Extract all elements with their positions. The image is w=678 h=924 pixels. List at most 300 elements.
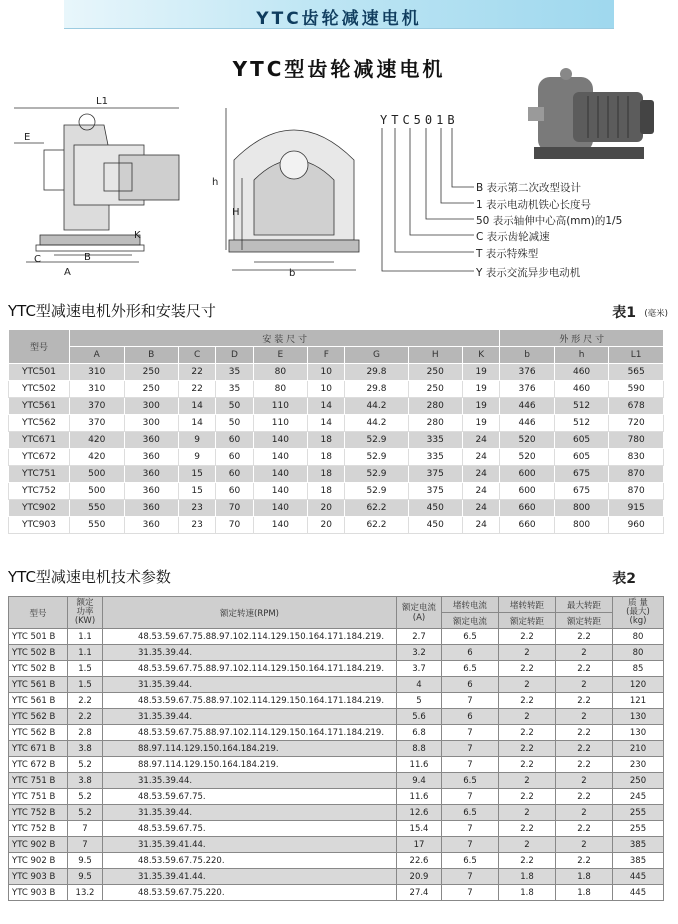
value-cell: 24 (463, 466, 500, 483)
value-cell: 121 (613, 693, 664, 709)
table-row (9, 853, 664, 869)
value-cell: 7 (442, 757, 499, 773)
value-cell: 360 (124, 466, 179, 483)
value-cell: 110 (253, 398, 308, 415)
value-cell: 140 (253, 449, 308, 466)
value-cell: 60 (216, 466, 253, 483)
value-cell: 2.2 (556, 725, 613, 741)
model-cell: YTC 561 B (9, 693, 68, 709)
value-cell: 445 (613, 869, 664, 885)
value-cell: 130 (613, 725, 664, 741)
value-cell: 1.5 (68, 677, 103, 693)
value-cell: 85 (613, 661, 664, 677)
value-cell: 18 (308, 449, 345, 466)
value-cell: 7 (442, 869, 499, 885)
value-cell: 6.5 (442, 853, 499, 869)
speed-cell: 48.53.59.67.75.88.97.102.114.129.150.164.171.184.219. (103, 693, 397, 709)
value-cell: 6 (442, 709, 499, 725)
value-cell: 370 (70, 415, 125, 432)
value-cell: 14 (308, 398, 345, 415)
value-cell: 50 (216, 398, 253, 415)
speed-cell: 31.35.39.44. (103, 773, 397, 789)
value-cell: 14 (308, 415, 345, 432)
model-cell: YTC 672 B (9, 757, 68, 773)
value-cell: 250 (613, 773, 664, 789)
t1-col-header: L1 (609, 347, 664, 364)
value-cell: 2.2 (68, 693, 103, 709)
value-cell: 9.4 (397, 773, 442, 789)
value-cell: 1.1 (68, 629, 103, 645)
value-cell: 250 (124, 364, 179, 381)
specifications-table (8, 596, 664, 901)
value-cell: 7 (68, 821, 103, 837)
value-cell: 2 (556, 677, 613, 693)
model-cell: YTC672 (9, 449, 70, 466)
value-cell: 7 (442, 837, 499, 853)
value-cell: 280 (408, 415, 463, 432)
model-cell: YTC 502 B (9, 645, 68, 661)
value-cell: 35 (216, 381, 253, 398)
value-cell: 4 (397, 677, 442, 693)
value-cell: 2.2 (499, 853, 556, 869)
model-code-legend-y: Y 表示交流异步电动机 (476, 267, 581, 279)
value-cell: 20 (308, 500, 345, 517)
value-cell: 300 (124, 398, 179, 415)
speed-cell: 48.53.59.67.75.88.97.102.114.129.150.164.171.184.219. (103, 629, 397, 645)
value-cell: 29.8 (345, 381, 408, 398)
value-cell: 385 (613, 837, 664, 853)
value-cell: 24 (463, 500, 500, 517)
value-cell: 29.8 (345, 364, 408, 381)
model-cell: YTC562 (9, 415, 70, 432)
speed-cell: 31.35.39.44. (103, 805, 397, 821)
value-cell: 52.9 (345, 466, 408, 483)
value-cell: 60 (216, 483, 253, 500)
speed-cell: 48.53.59.67.75.220. (103, 885, 397, 901)
speed-cell: 48.53.59.67.75.88.97.102.114.129.150.164.171.184.219. (103, 725, 397, 741)
dim-label-h-lower: h (212, 177, 219, 188)
value-cell: 335 (408, 449, 463, 466)
model-cell: YTC671 (9, 432, 70, 449)
value-cell: 10 (308, 381, 345, 398)
t1-col-header: D (216, 347, 253, 364)
value-cell: 660 (500, 500, 555, 517)
value-cell: 780 (609, 432, 664, 449)
value-cell: 280 (408, 398, 463, 415)
speed-cell: 31.35.39.44. (103, 709, 397, 725)
value-cell: 2.8 (68, 725, 103, 741)
value-cell: 870 (609, 483, 664, 500)
value-cell: 6.8 (397, 725, 442, 741)
table-row (9, 661, 664, 677)
speed-cell: 88.97.114.129.150.164.184.219. (103, 741, 397, 757)
value-cell: 605 (554, 432, 609, 449)
t2-header-rated-torque-1: 额定转距 (499, 613, 556, 629)
t2-header-power: 额定 功率 (KW) (68, 597, 103, 629)
value-cell: 3.8 (68, 773, 103, 789)
table-row (9, 483, 664, 500)
value-cell: 550 (70, 500, 125, 517)
header-banner (64, 0, 614, 29)
value-cell: 3.8 (68, 741, 103, 757)
value-cell: 2.2 (556, 853, 613, 869)
value-cell: 600 (500, 466, 555, 483)
model-code-leader-lines (374, 124, 484, 280)
t1-col-header: E (253, 347, 308, 364)
dim-label-a: A (64, 267, 71, 278)
value-cell: 15 (179, 466, 216, 483)
value-cell: 2.2 (499, 629, 556, 645)
value-cell: 2 (499, 709, 556, 725)
model-cell: YTC 902 B (9, 837, 68, 853)
value-cell: 360 (124, 432, 179, 449)
value-cell: 720 (609, 415, 664, 432)
value-cell: 140 (253, 517, 308, 534)
value-cell: 870 (609, 466, 664, 483)
value-cell: 11.6 (397, 789, 442, 805)
value-cell: 2 (499, 677, 556, 693)
value-cell: 22 (179, 381, 216, 398)
value-cell: 550 (70, 517, 125, 534)
value-cell: 7 (442, 741, 499, 757)
table-row (9, 821, 664, 837)
value-cell: 605 (554, 449, 609, 466)
value-cell: 140 (253, 466, 308, 483)
value-cell: 360 (124, 500, 179, 517)
value-cell: 960 (609, 517, 664, 534)
value-cell: 460 (554, 364, 609, 381)
value-cell: 445 (613, 885, 664, 901)
value-cell: 15 (179, 483, 216, 500)
value-cell: 24 (463, 517, 500, 534)
model-cell: YTC 903 B (9, 885, 68, 901)
value-cell: 5 (397, 693, 442, 709)
table-row (9, 677, 664, 693)
value-cell: 5.2 (68, 805, 103, 821)
t2-header-locked-torque: 堵转转距 (499, 597, 556, 613)
table-row (9, 364, 664, 381)
table-row (9, 693, 664, 709)
value-cell: 2 (499, 805, 556, 821)
value-cell: 80 (253, 381, 308, 398)
value-cell: 210 (613, 741, 664, 757)
value-cell: 24 (463, 483, 500, 500)
value-cell: 360 (124, 517, 179, 534)
value-cell: 7 (442, 789, 499, 805)
value-cell: 44.2 (345, 398, 408, 415)
value-cell: 7 (442, 693, 499, 709)
value-cell: 22.6 (397, 853, 442, 869)
t1-header-outline: 外 形 尺 寸 (500, 330, 664, 347)
value-cell: 2.2 (499, 821, 556, 837)
value-cell: 70 (216, 517, 253, 534)
value-cell: 512 (554, 415, 609, 432)
table-row (9, 432, 664, 449)
model-cell: YTC751 (9, 466, 70, 483)
value-cell: 80 (613, 645, 664, 661)
dim-label-b-lower: b (289, 268, 296, 279)
t1-header-install: 安 装 尺 寸 (70, 330, 500, 347)
value-cell: 5.2 (68, 789, 103, 805)
value-cell: 14 (179, 398, 216, 415)
dimension-drawing (4, 90, 374, 280)
value-cell: 446 (500, 398, 555, 415)
page-title: YTC型齿轮减速电机 (232, 57, 446, 81)
value-cell: 17 (397, 837, 442, 853)
value-cell: 245 (613, 789, 664, 805)
model-cell: YTC752 (9, 483, 70, 500)
value-cell: 2 (499, 773, 556, 789)
table-row (9, 741, 664, 757)
value-cell: 6.5 (442, 805, 499, 821)
value-cell: 60 (216, 432, 253, 449)
model-code-legend-core: 1 表示电动机铁心长度号 (476, 199, 592, 211)
speed-cell: 48.53.59.67.75.88.97.102.114.129.150.164.171.184.219. (103, 661, 397, 677)
value-cell: 18 (308, 483, 345, 500)
model-code-legend-b: B 表示第二次改型设计 (476, 182, 582, 194)
value-cell: 27.4 (397, 885, 442, 901)
value-cell: 370 (70, 398, 125, 415)
model-cell: YTC 752 B (9, 805, 68, 821)
value-cell: 80 (613, 629, 664, 645)
value-cell: 660 (500, 517, 555, 534)
value-cell: 19 (463, 415, 500, 432)
dim-label-l1: L1 (96, 96, 108, 107)
value-cell: 250 (124, 381, 179, 398)
value-cell: 52.9 (345, 432, 408, 449)
t2-header-model: 型号 (9, 597, 68, 629)
value-cell: 6.5 (442, 629, 499, 645)
value-cell: 62.2 (345, 500, 408, 517)
model-cell: YTC902 (9, 500, 70, 517)
value-cell: 1.8 (499, 885, 556, 901)
model-cell: YTC501 (9, 364, 70, 381)
model-cell: YTC 561 B (9, 677, 68, 693)
value-cell: 20.9 (397, 869, 442, 885)
table-row (9, 629, 664, 645)
model-cell: YTC 562 B (9, 725, 68, 741)
dimensions-table (8, 329, 664, 534)
value-cell: 140 (253, 500, 308, 517)
value-cell: 2.7 (397, 629, 442, 645)
value-cell: 3.7 (397, 661, 442, 677)
dim-label-e: E (24, 132, 31, 143)
value-cell: 6.5 (442, 661, 499, 677)
t1-col-header: H (408, 347, 463, 364)
value-cell: 2.2 (499, 693, 556, 709)
value-cell: 300 (124, 415, 179, 432)
value-cell: 2.2 (499, 725, 556, 741)
value-cell: 14 (179, 415, 216, 432)
value-cell: 52.9 (345, 483, 408, 500)
value-cell: 18 (308, 466, 345, 483)
model-cell: YTC 751 B (9, 789, 68, 805)
value-cell: 7 (442, 885, 499, 901)
value-cell: 18 (308, 432, 345, 449)
t2-header-rated-torque-2: 额定转距 (556, 613, 613, 629)
value-cell: 915 (609, 500, 664, 517)
value-cell: 678 (609, 398, 664, 415)
value-cell: 830 (609, 449, 664, 466)
value-cell: 2.2 (556, 741, 613, 757)
value-cell: 520 (500, 449, 555, 466)
value-cell: 360 (124, 483, 179, 500)
model-code: YTC501B (380, 113, 459, 127)
model-cell: YTC 903 B (9, 869, 68, 885)
value-cell: 50 (216, 415, 253, 432)
table-row (9, 709, 664, 725)
value-cell: 2.2 (556, 629, 613, 645)
table1-unit: (毫米) (644, 309, 668, 319)
table-row (9, 398, 664, 415)
value-cell: 6.5 (442, 773, 499, 789)
table-row (9, 805, 664, 821)
value-cell: 1.8 (556, 885, 613, 901)
table-row (9, 415, 664, 432)
t1-col-header: C (179, 347, 216, 364)
value-cell: 23 (179, 517, 216, 534)
value-cell: 2.2 (499, 757, 556, 773)
value-cell: 1.8 (556, 869, 613, 885)
table-row (9, 466, 664, 483)
t2-header-max-torque: 最大转距 (556, 597, 613, 613)
value-cell: 140 (253, 483, 308, 500)
speed-cell: 31.35.39.41.44. (103, 869, 397, 885)
value-cell: 3.2 (397, 645, 442, 661)
value-cell: 120 (613, 677, 664, 693)
dim-label-b: B (84, 252, 91, 263)
value-cell: 420 (70, 432, 125, 449)
value-cell: 255 (613, 821, 664, 837)
t2-header-current: 额定电流 (A) (397, 597, 442, 629)
t2-header-locked-current: 堵转电流 (442, 597, 499, 613)
value-cell: 385 (613, 853, 664, 869)
speed-cell: 48.53.59.67.75. (103, 789, 397, 805)
value-cell: 60 (216, 449, 253, 466)
value-cell: 24 (463, 432, 500, 449)
value-cell: 15.4 (397, 821, 442, 837)
t2-header-speed: 额定转速(RPM) (103, 597, 397, 629)
model-cell: YTC 501 B (9, 629, 68, 645)
value-cell: 80 (253, 364, 308, 381)
value-cell: 800 (554, 500, 609, 517)
value-cell: 2.2 (499, 789, 556, 805)
value-cell: 9.5 (68, 853, 103, 869)
table2-number: 表2 (612, 571, 636, 587)
value-cell: 675 (554, 466, 609, 483)
value-cell: 230 (613, 757, 664, 773)
value-cell: 5.6 (397, 709, 442, 725)
value-cell: 450 (408, 500, 463, 517)
value-cell: 450 (408, 517, 463, 534)
section2-title: YTC型减速电机技术参数 (8, 568, 171, 586)
value-cell: 2.2 (499, 741, 556, 757)
value-cell: 2 (499, 645, 556, 661)
table-row (9, 837, 664, 853)
value-cell: 335 (408, 432, 463, 449)
dim-label-h-upper: H (232, 207, 240, 218)
model-cell: YTC561 (9, 398, 70, 415)
model-code-legend-c: C 表示齿轮减速 (476, 231, 550, 243)
value-cell: 2 (556, 645, 613, 661)
value-cell: 375 (408, 466, 463, 483)
value-cell: 376 (500, 381, 555, 398)
dim-label-k: K (134, 230, 141, 241)
value-cell: 1.5 (68, 661, 103, 677)
value-cell: 420 (70, 449, 125, 466)
value-cell: 9.5 (68, 869, 103, 885)
table-row (9, 517, 664, 534)
table-row (9, 725, 664, 741)
table-row (9, 885, 664, 901)
value-cell: 23 (179, 500, 216, 517)
table-row (9, 381, 664, 398)
value-cell: 7 (442, 725, 499, 741)
value-cell: 35 (216, 364, 253, 381)
value-cell: 512 (554, 398, 609, 415)
value-cell: 13.2 (68, 885, 103, 901)
table-row (9, 449, 664, 466)
model-cell: YTC 902 B (9, 853, 68, 869)
value-cell: 2 (556, 709, 613, 725)
value-cell: 10 (308, 364, 345, 381)
value-cell: 500 (70, 466, 125, 483)
value-cell: 5.2 (68, 757, 103, 773)
value-cell: 2.2 (68, 709, 103, 725)
value-cell: 600 (500, 483, 555, 500)
value-cell: 19 (463, 381, 500, 398)
model-code-legend-t: T 表示特殊型 (476, 248, 539, 260)
value-cell: 9 (179, 449, 216, 466)
model-cell: YTC 562 B (9, 709, 68, 725)
value-cell: 2 (556, 837, 613, 853)
t1-col-header: G (345, 347, 408, 364)
value-cell: 70 (216, 500, 253, 517)
value-cell: 565 (609, 364, 664, 381)
value-cell: 7 (68, 837, 103, 853)
model-cell: YTC 751 B (9, 773, 68, 789)
table-row (9, 757, 664, 773)
value-cell: 2.2 (556, 757, 613, 773)
value-cell: 62.2 (345, 517, 408, 534)
model-cell: YTC 502 B (9, 661, 68, 677)
dim-label-c: C (34, 254, 41, 265)
t1-col-header: K (463, 347, 500, 364)
value-cell: 376 (500, 364, 555, 381)
value-cell: 6 (442, 645, 499, 661)
t2-header-rated-current: 额定电流 (442, 613, 499, 629)
speed-cell: 31.35.39.44. (103, 677, 397, 693)
table-row (9, 773, 664, 789)
value-cell: 2 (499, 837, 556, 853)
value-cell: 2.2 (556, 693, 613, 709)
value-cell: 2.2 (556, 789, 613, 805)
value-cell: 19 (463, 398, 500, 415)
value-cell: 9 (179, 432, 216, 449)
value-cell: 520 (500, 432, 555, 449)
value-cell: 1.1 (68, 645, 103, 661)
value-cell: 6 (442, 677, 499, 693)
model-cell: YTC502 (9, 381, 70, 398)
value-cell: 7 (442, 821, 499, 837)
value-cell: 24 (463, 449, 500, 466)
motor-photo (528, 62, 658, 172)
value-cell: 2.2 (556, 661, 613, 677)
value-cell: 2 (556, 805, 613, 821)
speed-cell: 88.97.114.129.150.164.184.219. (103, 757, 397, 773)
value-cell: 110 (253, 415, 308, 432)
value-cell: 2.2 (499, 661, 556, 677)
